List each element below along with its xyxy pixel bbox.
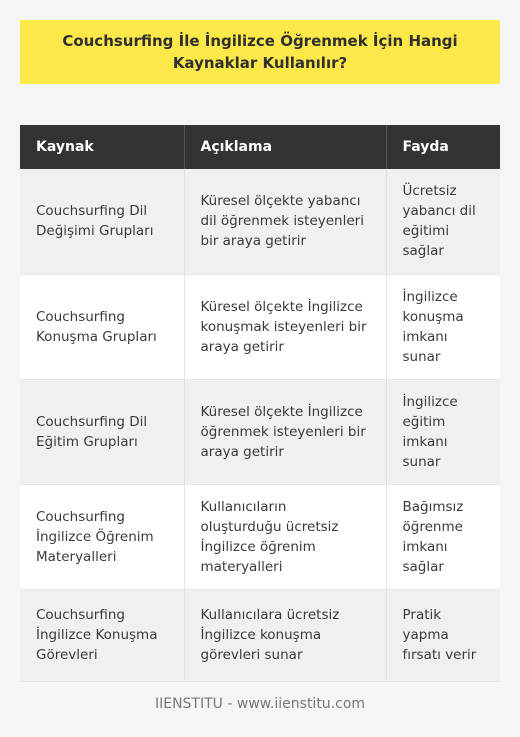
column-header-kaynak: Kaynak (20, 125, 184, 169)
cell-fayda: İngilizce konuşma imkanı sunar (386, 274, 500, 379)
cell-kaynak: Couchsurfing Dil Eğitim Grupları (20, 379, 184, 484)
page-title: Couchsurfing İle İngilizce Öğrenmek İçin Hangi Kaynaklar Kullanılır? (62, 32, 458, 72)
table-row (20, 589, 500, 681)
column-header-aciklama: Açıklama (184, 125, 386, 169)
table-header-row (20, 125, 500, 169)
cell-fayda: Pratik yapma fırsatı verir (386, 589, 500, 681)
table-row (20, 379, 500, 484)
cell-aciklama: Küresel ölçekte yabancı dil öğrenmek isteyenleri bir araya getirir (184, 169, 386, 274)
cell-kaynak: Couchsurfing Konuşma Grupları (20, 274, 184, 379)
cell-kaynak: Couchsurfing İngilizce Konuşma Görevleri (20, 589, 184, 681)
table-row (20, 274, 500, 379)
cell-kaynak: Couchsurfing Dil Değişimi Grupları (20, 169, 184, 274)
cell-fayda: Ücretsiz yabancı dil eğitimi sağlar (386, 169, 500, 274)
cell-aciklama: Küresel ölçekte İngilizce konuşmak isteyenleri bir araya getirir (184, 274, 386, 379)
title-banner (20, 20, 500, 84)
cell-aciklama: Kullanıcılara ücretsiz İngilizce konuşma görevleri sunar (184, 589, 386, 681)
cell-kaynak: Couchsurfing İngilizce Öğrenim Materyalleri (20, 484, 184, 589)
cell-fayda: Bağımsız öğrenme imkanı sağlar (386, 484, 500, 589)
column-header-fayda: Fayda (386, 125, 500, 169)
table-row (20, 484, 500, 589)
cell-aciklama: Küresel ölçekte İngilizce öğrenmek isteyenleri bir araya getirir (184, 379, 386, 484)
resources-table (20, 125, 500, 682)
cell-fayda: İngilizce eğitim imkanı sunar (386, 379, 500, 484)
table-row (20, 169, 500, 274)
cell-aciklama: Kullanıcıların oluşturduğu ücretsiz İngilizce öğrenim materyalleri (184, 484, 386, 589)
footer-credit: IIENSTITU - www.iienstitu.com (154, 696, 366, 712)
